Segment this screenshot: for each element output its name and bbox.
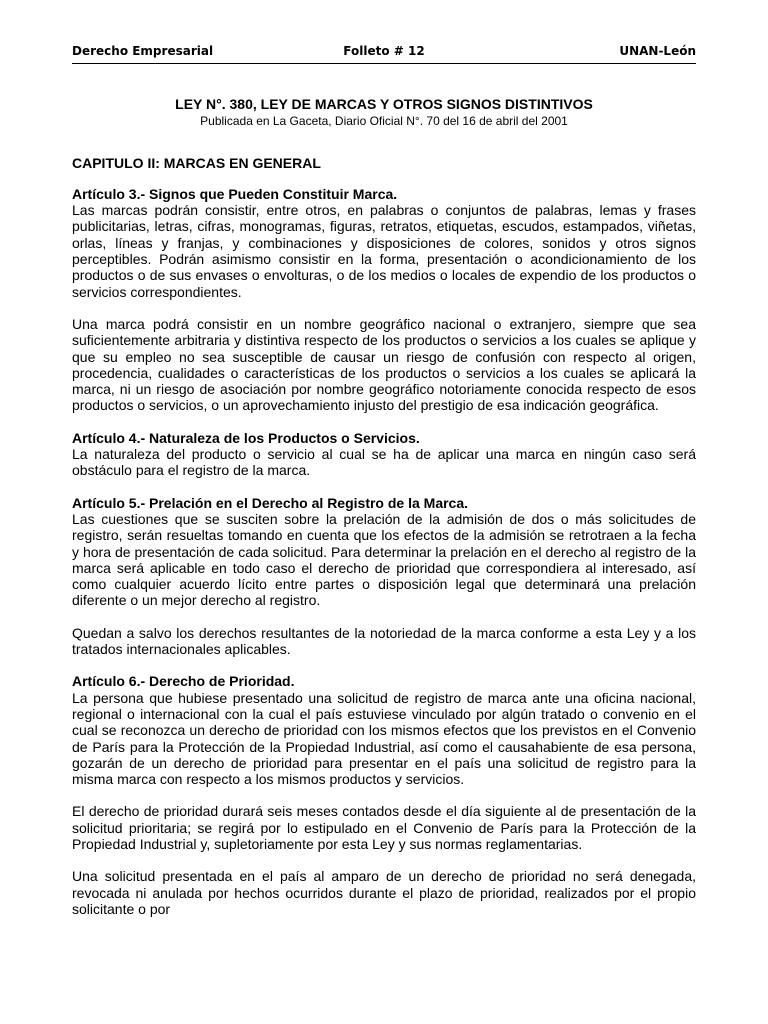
- article-3-paragraph-2: Una marca podrá consistir en un nombre geográfico nacional o extranjero, siempre que sea suficientemente arbitraria y distintiva respecto de los productos o servicios a los cuales se aplique y que su empleo no sea susceptible de causar un riesgo de confusión con respecto al origen, procedencia, cualidades o características de los productos o servicios a los cuales se aplicará la marca, ni un riesgo de asociación por nombre geográfico notoriamente conocida respecto de esos productos o servicios, o un aprovechamiento injusto del prestigio de esa indicación geográfica.: [72, 315, 696, 414]
- paragraph-gap: [72, 479, 696, 495]
- law-publication-note: Publicada en La Gaceta, Diario Oficial N°. 70 del 16 de abril del 2001: [200, 114, 568, 129]
- article-6-paragraph-2: El derecho de prioridad durará seis meses contados desde el día siguiente al de presentación de la solicitud prioritaria; se regirá por lo estipulado en el Convenio de París para la Protección de la Propiedad Industrial y, supletoriamente por esta Ley y sus normas reglamentarias.: [72, 803, 696, 852]
- article-5-heading: Artículo 5.- Prelación en el Derecho al Registro de la Marca.: [72, 494, 469, 511]
- paragraph-gap: [72, 414, 696, 430]
- document-body: [72, 96, 696, 917]
- article-5-paragraph-2: Quedan a salvo los derechos resultantes de la notoriedad de la marca conforme a esta Ley y a los tratados internacionales aplicables.: [72, 624, 696, 658]
- law-title: LEY N°. 380, LEY DE MARCAS Y OTROS SIGNOS DISTINTIVOS: [175, 96, 593, 112]
- paragraph-gap: [72, 300, 696, 316]
- running-header: [72, 44, 696, 64]
- header-booklet-number: Folleto # 12: [343, 44, 425, 58]
- article-6-heading: Artículo 6.- Derecho de Prioridad.: [72, 673, 295, 690]
- paragraph-gap: [72, 852, 696, 868]
- article-6-paragraph-1: La persona que hubiese presentado una solicitud de registro de marca ante una oficina nacional, regional o internacional con la cual el país estuviese vinculado por algún tratado o convenio en el cual se reconozca un derecho de prioridad con los mismos efectos que los previstos en el Convenio de París para la Protección de la Propiedad Industrial, así como el causahabiente de esa persona, gozarán de un derecho de prioridad para presentar en el país una solicitud de registro para la misma marca con respecto a los mismos productos y servicios.: [72, 689, 696, 788]
- article-4-paragraph-1: La naturaleza del producto o servicio al cual se ha de aplicar una marca en ningún caso será obstáculo para el registro de la marca.: [72, 446, 696, 479]
- header-institution: UNAN-León: [619, 44, 696, 58]
- article-5-paragraph-1: Las cuestiones que se susciten sobre la prelación de la admisión de dos o más solicitudes de registro, serán resueltas tomando en cuenta que los efectos de la admisión se retrotraen a la fecha y hora de presentación de cada solicitud. Para determinar la prelación en el derecho al registro de la marca será aplicable en todo caso el derecho de prioridad que correspondiera al interesado, así como cualquier acuerdo lícito entre partes o disposición legal que determinará una prelación diferente o un mejor derecho al registro.: [72, 510, 696, 609]
- article-3-heading: Artículo 3.- Signos que Pueden Constituir Marca.: [72, 185, 398, 202]
- paragraph-gap: [72, 609, 696, 625]
- article-3-paragraph-1: Las marcas podrán consistir, entre otros, en palabras o conjuntos de palabras, lemas y frases publicitarias, letras, cifras, monogramas, figuras, retratos, etiquetas, escudos, estampados, viñetas, orlas, líneas y franjas, y combinaciones y disposiciones de colores, sonidos y otros signos perceptibles. Podrán asimismo consistir en la forma, presentación o acondicionamiento de los productos o de sus envases o envolturas, o de los medios o locales de expendio de los productos o servicios correspondientes.: [72, 202, 696, 300]
- paragraph-gap: [72, 657, 696, 673]
- article-4-heading: Artículo 4.- Naturaleza de los Productos o Servicios.: [72, 429, 420, 446]
- chapter-heading: CAPITULO II: MARCAS EN GENERAL: [72, 154, 321, 171]
- article-6-paragraph-3: Una solicitud presentada en el país al amparo de un derecho de prioridad no será denegada, revocada ni anulada por hechos ocurridos durante el plazo de prioridad, realizados por el propio solicitante o por: [72, 868, 696, 917]
- header-divider: [72, 63, 696, 64]
- header-course: Derecho Empresarial: [72, 44, 214, 58]
- paragraph-gap: [72, 787, 696, 803]
